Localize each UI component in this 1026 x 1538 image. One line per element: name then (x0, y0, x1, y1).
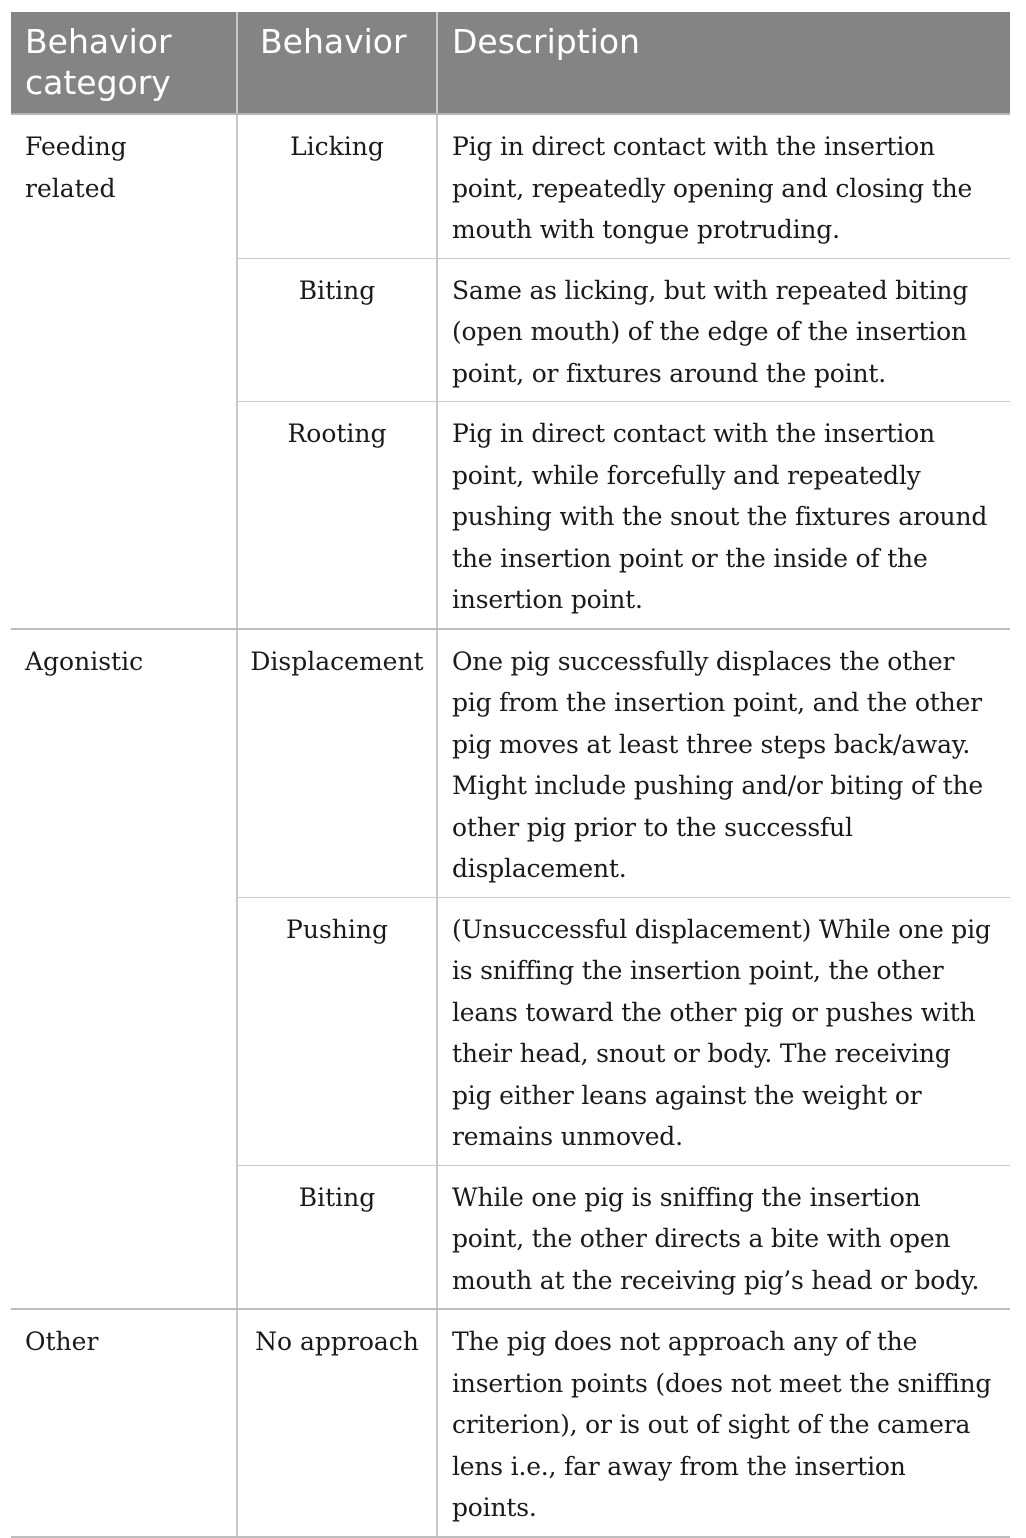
table-header-row (11, 12, 1010, 114)
behavior-cell: Displacement (237, 629, 437, 898)
table-row (11, 629, 1010, 898)
description-cell: Pig in direct contact with the insertion point, while forcefully and repeatedly pushing with the snout the fixtures around the insertion point or the inside of the insertion point. (437, 402, 1010, 629)
behavior-cell: Biting (237, 1165, 437, 1309)
description-cell: (Unsuccessful displacement) While one pig is sniffing the insertion point, the other leans toward the other pig or pushes with their head, snout or body. The receiving pig either leans against the weight or remains unmoved. (437, 897, 1010, 1165)
behavior-cell: No approach (237, 1309, 437, 1537)
description-cell: Same as licking, but with repeated biting (open mouth) of the edge of the insertion point, or fixtures around the point. (437, 258, 1010, 402)
header-behavior-category-line2: category (25, 63, 171, 102)
description-cell: Pig in direct contact with the insertion point, repeatedly opening and closing the mouth with tongue protruding. (437, 114, 1010, 258)
behavior-table (11, 12, 1010, 1538)
header-description: Description (437, 12, 1010, 114)
table-row (11, 114, 1010, 258)
category-cell: Agonistic (11, 629, 237, 1310)
header-behavior-category (11, 12, 237, 114)
category-cell: Other (11, 1309, 237, 1537)
behavior-cell: Pushing (237, 897, 437, 1165)
behavior-table-container (11, 12, 1010, 1538)
category-cell: Feeding related (11, 114, 237, 629)
description-cell: The pig does not approach any of the insertion points (does not meet the sniffing criterion), or is out of sight of the camera lens i.e., far away from the insertion points. (437, 1309, 1010, 1537)
description-cell: While one pig is sniffing the insertion point, the other directs a bite with open mouth at the receiving pig’s head or body. (437, 1165, 1010, 1309)
header-behavior: Behavior (237, 12, 437, 114)
header-behavior-category-line1: Behavior (25, 22, 172, 61)
behavior-cell: Licking (237, 114, 437, 258)
description-cell: One pig successfully displaces the other pig from the insertion point, and the other pig moves at least three steps back/away. Might include pushing and/or biting of the other pig prior to the successful displacement. (437, 629, 1010, 898)
behavior-cell: Rooting (237, 402, 437, 629)
behavior-cell: Biting (237, 258, 437, 402)
table-row (11, 1309, 1010, 1537)
